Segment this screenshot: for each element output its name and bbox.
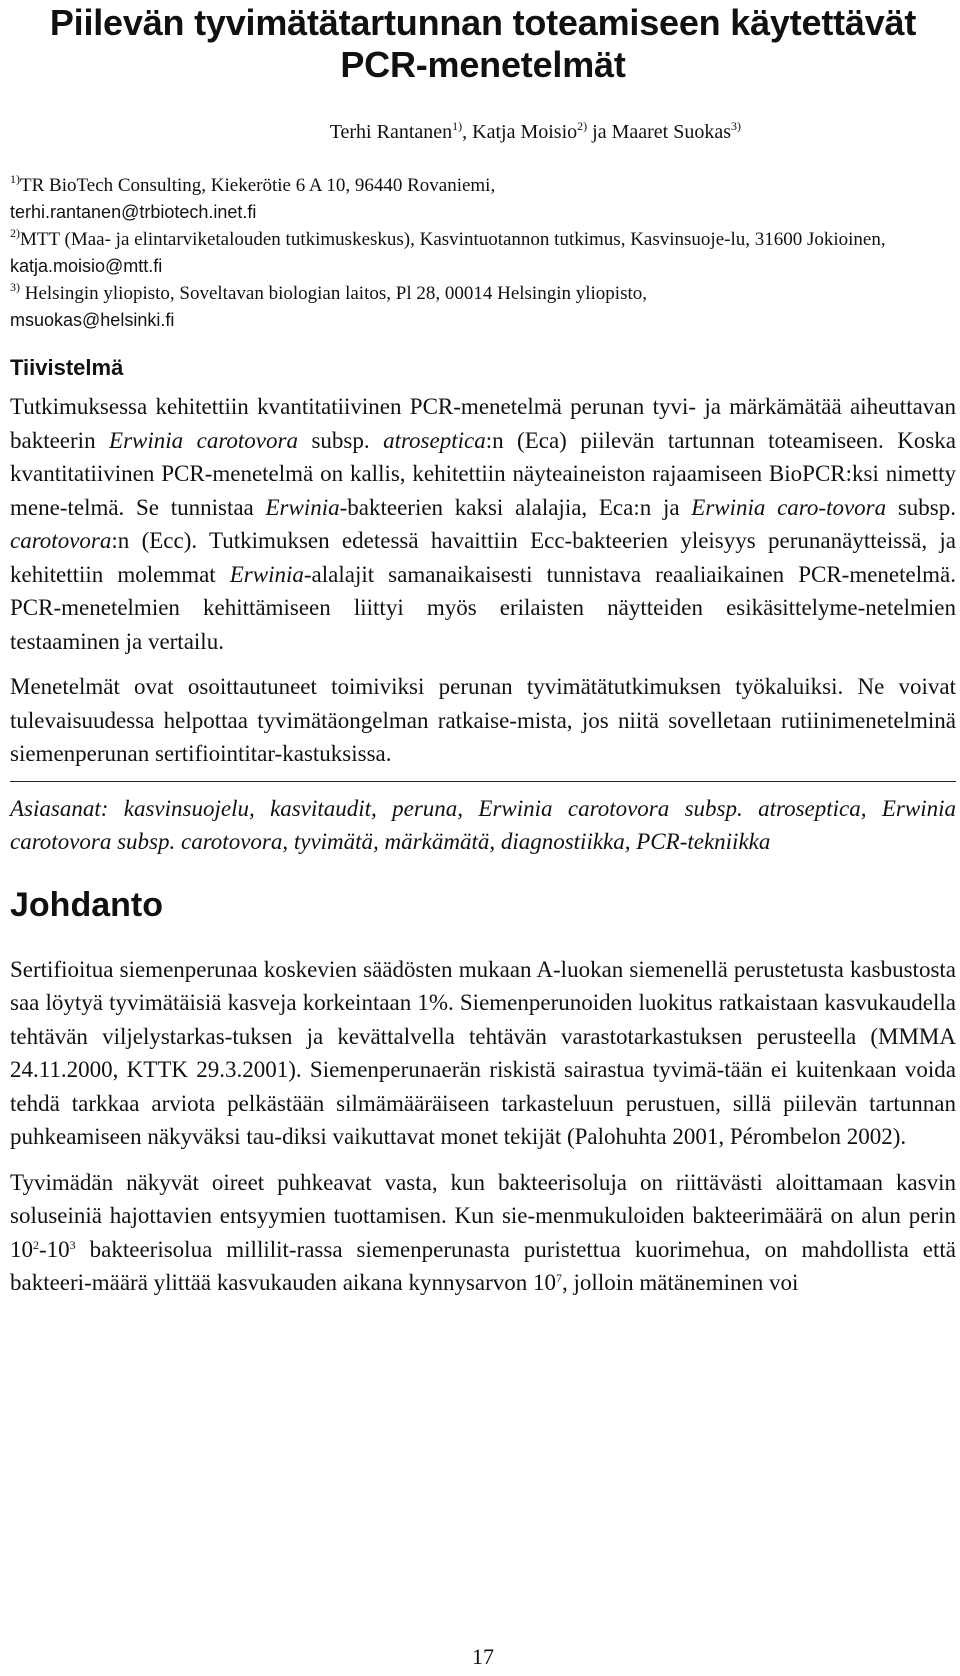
affiliation-item (10, 280, 956, 334)
document-title: Piilevän tyvimätätartunnan toteamiseen käytettävät PCR-menetelmät (49, 2, 917, 85)
affiliation-text: Helsingin yliopisto, Soveltavan biologian laitos, Pl 28, 00014 Helsingin yliopisto, (20, 283, 647, 304)
email-link[interactable]: katja.moisio@mtt.fi (10, 256, 163, 276)
text-run: subsp. (886, 494, 956, 520)
email-link[interactable]: terhi.rantanen@trbiotech.inet.fi (10, 202, 257, 222)
affiliation-list (10, 172, 956, 334)
text-run: -10 (39, 1236, 70, 1262)
text-run: :n (Eca) piilevän tartunnan toteamiseen. Koska kvantitatiivinen PCR-menetelmä on kallis, kehitettiin näyteaineiston rajaamiseen BioPCR:ksi nimetty mene-telmä. Se tunnistaa (10, 427, 956, 520)
affiliation-text: TR BioTech Consulting, Kiekerötie 6 A 10, 96440 Rovaniemi, (20, 175, 496, 196)
author-affiliation-mark: 1) (452, 119, 463, 133)
email-link[interactable]: msuokas@helsinki.fi (10, 310, 175, 330)
body-paragraph: Sertifioitua siemenperunaa koskevien säädösten mukaan A-luokan siemenellä perustetusta kasbustosta saa löytyä tyvimätäisiä kasveja korkeintaan 1%. Siemenperunoiden luokitus ratkaistaan kasvukaudella tehtävän viljelystarkas-tuksen ja kevättalvella tehtävän varastotarkastuksen perusteella (MMMA 24.11.2000, KTTK 29.3.2001). Siemenperunaerän riskistä sairastua tyvimä-tään ei kuitenkaan voida tehdä tarkkaa arviota pelkästään silmämääräiseen tarkasteluun perustuen, sillä piilevän tartunnan puhkeamiseen näkyväksi tau-diksi vaikuttavat monet tekijät (Palohuhta 2001, Pérombelon 2002). (10, 956, 956, 1150)
author-separator: ja (587, 121, 612, 143)
author-name: Maaret Suokas (611, 121, 731, 143)
text-run: Tyvimädän näkyvät oireet puhkeavat vasta, kun bakteerisoluja on riittävästi aloittamaan kasvin soluseiniä hajottavien entsyymien tuottamisen. Kun sie-menmukuloiden bakteerimäärä on alun perin 10 (10, 1169, 956, 1262)
keywords: Asiasanat: kasvinsuojelu, kasvitaudit, peruna, Erwinia carotovora subsp. atroseptica, Erwinia carotovora subsp. carotovora, tyvimätä, märkämätä, diagnostiikka, PCR-tekniikka (10, 795, 956, 854)
section-divider (10, 781, 956, 782)
text-run: -bakteerien kaksi alalajia, Eca:n ja (339, 494, 692, 520)
text-run: -alalajit samanaikaisesti tunnistava reaaliaikainen PCR-menetelmä. PCR-menetelmien kehittämiseen liittyi myös erilaisten näytteiden esikäsittelyme-netelmien testaaminen ja vertailu. (10, 561, 956, 654)
italic-term: Erwinia (265, 494, 340, 520)
text-run: subsp. (297, 427, 384, 453)
affiliation-mark: 3) (10, 280, 20, 294)
affiliation-item (10, 172, 956, 226)
text-run: Tutkimuksessa kehitettiin kvantitatiivinen PCR-menetelmä perunan tyvi- ja märkämätää aiheuttavan bakteerin (10, 394, 956, 453)
exponent: 2 (33, 1237, 39, 1252)
author-affiliation-mark: 3) (731, 119, 741, 133)
author-separator: , (462, 121, 473, 143)
body-paragraph (10, 1166, 956, 1300)
affiliation-item (10, 226, 956, 280)
page-number: 17 (472, 1644, 494, 1669)
affiliation-mark: 2) (10, 226, 20, 240)
author-name: Terhi Rantanen (329, 121, 453, 143)
exponent: 3 (69, 1237, 76, 1252)
affiliation-mark: 1) (10, 172, 20, 186)
italic-term: Erwinia caro-tovora (691, 494, 887, 520)
italic-term: Erwinia carotovora (109, 427, 298, 453)
text-run: , jolloin mätäneminen voi (562, 1270, 799, 1296)
section-heading: Johdanto (10, 885, 163, 924)
italic-term: carotovora (10, 528, 112, 553)
author-affiliation-mark: 2) (577, 119, 588, 133)
author-name: Katja Moisio (472, 121, 578, 143)
author-line (10, 120, 741, 144)
affiliation-text: MTT (Maa- ja elintarviketalouden tutkimuskeskus), Kasvintuotannon tutkimus, Kasvinsuoje-lu, 31600 Jokioinen, (20, 229, 886, 250)
document-page (10, 0, 956, 1676)
text-run: bakteerisolua millilit-rassa siemenperunasta puristettua kuorimehua, on mahdollista että bakteeri-määrä ylittää kasvukauden aikana kynnysarvon 10 (10, 1236, 956, 1296)
abstract-heading: Tiivistelmä (10, 355, 124, 380)
abstract-paragraph (10, 390, 956, 658)
text-run: :n (Ecc). Tutkimuksen edetessä havaittiin Ecc-bakteerien yleisyys perunanäytteissä, ja kehitettiin molemmat (10, 528, 956, 587)
italic-term: Erwinia (229, 561, 304, 587)
italic-term: atroseptica (383, 427, 486, 453)
abstract-paragraph: Menetelmät ovat osoittautuneet toimiviksi perunan tyvimätätutkimuksen työkaluiksi. Ne voivat tulevaisuudessa helpottaa tyvimätäongelman ratkaise-mista, jos niitä sovelletaan rutiinimenetelminä siemenperunan sertifiointitar-kastuksissa. (10, 674, 956, 766)
exponent: 7 (556, 1271, 563, 1286)
